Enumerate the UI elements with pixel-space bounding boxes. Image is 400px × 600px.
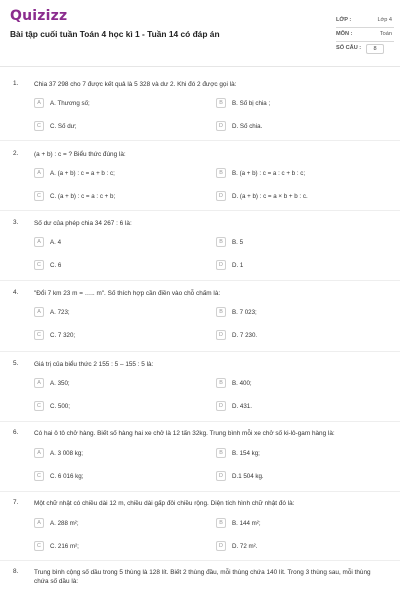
question-divider <box>0 210 400 211</box>
question-divider <box>0 280 400 281</box>
option-letter: B <box>216 448 226 458</box>
option-letter: A <box>34 307 44 317</box>
question-text: "Đổi 7 km 23 m = ….. m". Số thích hợp cần điền vào chỗ chấm là: <box>34 290 221 297</box>
option-letter: A <box>34 168 44 178</box>
question-text: Một chữ nhật có chiều dài 12 m, chiều dài gấp đôi chiều rộng. Diện tích hình chữ nhật đó là: <box>34 500 295 507</box>
option-text: A. Thương số; <box>50 100 90 107</box>
option-text: B. 144 m²; <box>232 520 261 527</box>
option-text: C. (a + b) : c = a : c + b; <box>50 193 116 200</box>
option-letter: D <box>216 471 226 481</box>
option-text: B. Số bị chia ; <box>232 100 271 107</box>
option-letter: D <box>216 401 226 411</box>
option-letter: B <box>216 378 226 388</box>
option-letter: A <box>34 448 44 458</box>
question-divider <box>0 560 400 561</box>
option-letter: C <box>34 191 44 201</box>
option-text: A. 350; <box>50 380 70 387</box>
option-letter: C <box>34 121 44 131</box>
option-text: A. (a + b) : c = a + b : c; <box>50 170 115 177</box>
option-letter: D <box>216 260 226 270</box>
option-letter: B <box>216 518 226 528</box>
option-letter: A <box>34 518 44 528</box>
question-number: 8. <box>13 568 19 575</box>
question-number: 2. <box>13 150 19 157</box>
option-letter: B <box>216 307 226 317</box>
question-number: 4. <box>13 289 19 296</box>
question-text: (a + b) : c = ? Biểu thức đúng là: <box>34 151 126 158</box>
question-text: Số dư của phép chia 34 267 : 6 là: <box>34 220 132 227</box>
count-row <box>336 42 394 56</box>
question-number: 3. <box>13 219 19 226</box>
option-text: C. 6 016 kg; <box>50 473 84 480</box>
option-letter: D <box>216 330 226 340</box>
option-letter: B <box>216 98 226 108</box>
question-divider <box>0 351 400 352</box>
question-text: Chia 37 298 cho 7 được kết quả là 5 328 và dư 2. Khi đó 2 được gọi là: <box>34 81 237 88</box>
question-text: Giá trị của biểu thức 2 155 : 5 – 155 : 5 là: <box>34 361 154 368</box>
option-text: A. 3 008 kg; <box>50 450 84 457</box>
option-letter: A <box>34 378 44 388</box>
option-text: C. 216 m²; <box>50 543 79 550</box>
class-value: Lớp 4 <box>377 17 392 23</box>
option-letter: D <box>216 191 226 201</box>
question-text: Có hai ô tô chở hàng. Biết số hàng hai xe chở là 12 tấn 32kg. Trung bình mỗi xe chở số ki-lô-gam hàng là: <box>34 430 335 437</box>
count-value: 8 <box>366 44 384 54</box>
worksheet-title: Bài tập cuối tuần Toán 4 học kì 1 - Tuần 14 có đáp án <box>10 29 220 39</box>
question-divider <box>0 491 400 492</box>
option-text: B. (a + b) : c = a : c + b : c; <box>232 170 306 177</box>
question-number: 5. <box>13 360 19 367</box>
header-divider <box>0 66 400 67</box>
option-letter: A <box>34 98 44 108</box>
option-letter: B <box>216 168 226 178</box>
option-text: B. 7 023; <box>232 309 257 316</box>
option-text: D. 72 m². <box>232 543 258 550</box>
class-row <box>336 14 394 28</box>
option-letter: C <box>34 541 44 551</box>
option-text: D. Số chia. <box>232 123 263 130</box>
option-text: D. 7 230. <box>232 332 258 339</box>
option-text: C. 500; <box>50 403 70 410</box>
option-text: D.1 504 kg. <box>232 473 264 480</box>
option-letter: D <box>216 541 226 551</box>
question-number: 6. <box>13 429 19 436</box>
question-divider <box>0 421 400 422</box>
question-number: 7. <box>13 499 19 506</box>
subject-label: MÔN : <box>336 31 353 37</box>
subject-row <box>336 28 394 42</box>
count-label: SỐ CÂU : <box>336 45 362 51</box>
option-text: C. 6 <box>50 262 62 269</box>
option-text: D. (a + b) : c = a × b + b : c. <box>232 193 308 200</box>
option-text: A. 723; <box>50 309 70 316</box>
option-text: B. 5 <box>232 239 244 246</box>
option-text: D. 1 <box>232 262 244 269</box>
option-text: A. 4 <box>50 239 62 246</box>
option-letter: C <box>34 471 44 481</box>
option-letter: C <box>34 401 44 411</box>
option-text: A. 288 m²; <box>50 520 79 527</box>
option-text: C. 7 320; <box>50 332 76 339</box>
option-text: D. 431. <box>232 403 252 410</box>
subject-value: Toán <box>379 31 392 37</box>
question-number: 1. <box>13 80 19 87</box>
option-letter: C <box>34 330 44 340</box>
option-text: B. 154 kg; <box>232 450 260 457</box>
worksheet-header <box>0 0 400 64</box>
option-letter: B <box>216 237 226 247</box>
option-text: C. Số dư; <box>50 123 77 130</box>
option-letter: C <box>34 260 44 270</box>
question-text: Trung bình cộng số dầu trong 5 thùng là 128 lít. Biết 2 thùng đầu, mỗi thùng chứa 140 lít. Trong 3 thùng sau, mỗi thùng chứa số dầu là: <box>34 569 371 585</box>
question-divider <box>0 140 400 141</box>
option-letter: D <box>216 121 226 131</box>
option-letter: A <box>34 237 44 247</box>
class-label: LỚP : <box>336 17 352 23</box>
option-text: B. 400; <box>232 380 252 387</box>
quizizz-logo: Quizizz <box>10 8 68 24</box>
